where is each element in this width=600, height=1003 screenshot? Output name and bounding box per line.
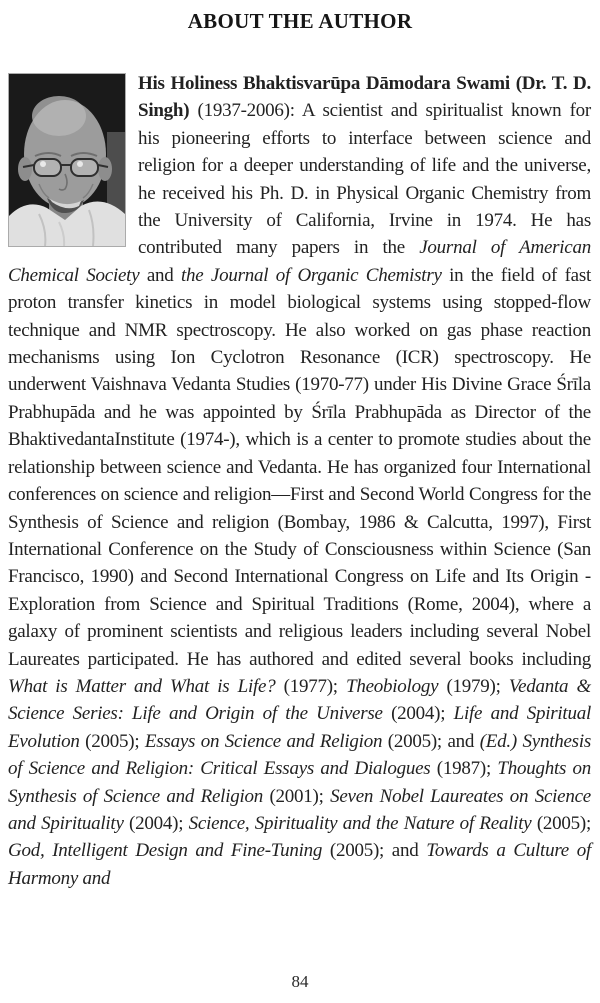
bio-text-segment: in the field of fast proton transfer kinetics in model biological systems using stopped-flow technique and NMR spectroscopy. He also worked on gas phase reaction mechanisms using Ion Cyclotron Resonance (ICR) spectroscopy. He underwent Vaishnava Vedanta Studies (1970-77) under His Divine Grace Śrīla Prabhupāda and he was appointed by Śrīla Prabhupāda as Director of the BhaktivedantaInstitute (1974-), which is a center to promote studies about the relationship between science and Vedanta. He has organized four International conferences on science and religion—First and Second World Congress for the Synthesis of Science and religion (Bombay, 1986 & Calcutta, 1997), First International Conference on the Study of Consciousness within Science (San Francisco, 1990) and Second International Congress on Life and Its Origin - Exploration from Science and Spiritual Traditions (Rome, 2004), where a galaxy of prominent scientists and religious leaders including several Nobel Laureates participated. He has authored and edited several books including <box>8 264 592 670</box>
book-title: Essays on Science and Religion <box>144 730 383 752</box>
book-title: Thoughts on Synthesis of Science and Religion <box>8 758 592 807</box>
bio-text-segment: (1977); <box>275 675 347 697</box>
book-title: Seven Nobel Laureates on Science and Spirituality <box>8 785 591 834</box>
bio-text-segment: (2004); <box>123 812 189 834</box>
bio-text-segment: (2001); <box>263 785 331 807</box>
bio-text-segment: (2004); <box>382 703 454 725</box>
bio-text-segment: (1937-2006): A scientist and spiritualist known for his pioneering efforts to interface between science and religion for a deeper understanding of life and the universe, he received his Ph. D. in Physical Organic Chemistry from the University of California, Irvine in 1974. He has contributed many papers in the <box>138 100 592 259</box>
author-name: His Holiness Bhaktisvarūpa Dāmodara Swami (Dr. T. D. Singh) <box>138 73 591 122</box>
book-title: What is Matter and What is Life? <box>8 675 276 697</box>
bio-text-segment: (1987); <box>430 758 498 780</box>
bio-text-segment: (2005); and <box>382 730 480 752</box>
about-author-section <box>8 70 591 892</box>
book-title: Theobiology <box>346 675 439 697</box>
book-title: (Ed.) Synthesis of Science and Religion: Critical Essays and Dialogues <box>8 730 592 780</box>
book-title: Vedanta & Science Series: Life and Origin of the Universe <box>8 675 592 725</box>
bio-text-segment: and <box>139 264 181 286</box>
bio-text-segment: (1979); <box>438 675 509 697</box>
author-photo <box>8 73 126 247</box>
page-title: ABOUT THE AUTHOR <box>187 9 413 33</box>
journal-title: Journal of American Chemical Society <box>8 237 591 286</box>
bio-text-segment: (2005); <box>531 812 592 834</box>
page-number: 84 <box>291 972 309 991</box>
bio-text-segment: (2005); and <box>322 840 427 862</box>
journal-title: the Journal of Organic Chemistry <box>181 264 442 286</box>
author-portrait-icon <box>9 74 125 246</box>
book-title: Science, Spirituality and the Nature of Reality <box>188 812 532 834</box>
bio-text-segment: (2005); <box>79 730 145 752</box>
book-title: God, Intelligent Design and Fine-Tuning <box>8 840 323 862</box>
book-title: Life and Spiritual Evolution <box>8 703 591 752</box>
book-title: Towards a Culture of Harmony and <box>8 840 591 889</box>
